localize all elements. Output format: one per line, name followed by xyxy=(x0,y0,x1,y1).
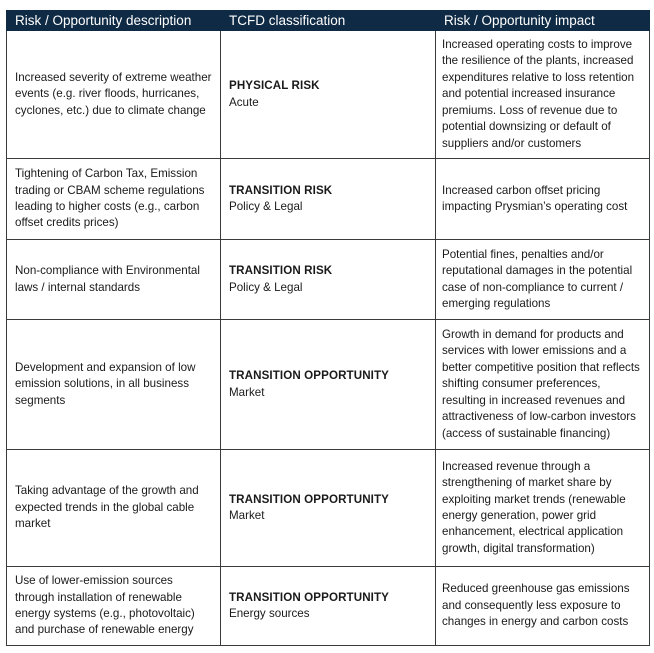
header-description: Risk / Opportunity description xyxy=(7,11,221,31)
description-cell: Use of lower-emission sources through installation of renewable energy systems (e.g., photovoltaic) and purchase of renewable energy xyxy=(7,567,221,646)
table-row xyxy=(7,240,650,320)
header-classification: TCFD classification xyxy=(221,11,436,31)
classification-subtype: Policy & Legal xyxy=(229,280,303,294)
impact-cell: Increased revenue through a strengthening of market share by exploiting market trends (renewable energy generation, power grid enhancement, electrical application growth, digital transformation) xyxy=(436,450,650,567)
classification-subtype: Market xyxy=(229,509,265,522)
classification-type: TRANSITION OPPORTUNITY xyxy=(229,590,390,604)
description-cell: Tightening of Carbon Tax, Emission trading or CBAM scheme regulations leading to higher costs (e.g., carbon offset credits prices) xyxy=(7,159,221,240)
classification-cell xyxy=(221,31,436,159)
classification-subtype: Energy sources xyxy=(229,607,310,620)
impact-cell: Increased operating costs to improve the resilience of the plants, increased expenditures relative to loss retention and potential increased insurance premiums. Loss of revenue due to potential downsizing or default of suppliers and/or customers xyxy=(436,31,650,159)
table-row xyxy=(7,567,650,646)
table-row xyxy=(7,320,650,450)
impact-cell: Growth in demand for products and services with lower emissions and a better competitive position that reflects shifting consumer preferences, resulting in increased revenues and attractiveness of low-carbon investors (access of sustainable financing) xyxy=(436,320,650,450)
impact-cell: Increased carbon offset pricing impacting Prysmian’s operating cost xyxy=(436,159,650,240)
classification-type: TRANSITION RISK xyxy=(229,183,333,197)
table-row xyxy=(7,159,650,240)
header-impact: Risk / Opportunity impact xyxy=(436,11,650,31)
description-cell: Development and expansion of low emission solutions, in all business segments xyxy=(7,320,221,450)
classification-cell xyxy=(221,320,436,450)
classification-cell xyxy=(221,450,436,567)
classification-cell xyxy=(221,240,436,320)
classification-subtype: Policy & Legal xyxy=(229,200,303,213)
tcfd-table-container xyxy=(6,10,650,646)
classification-type: TRANSITION RISK xyxy=(229,264,333,278)
impact-cell: Reduced greenhouse gas emissions and consequently less exposure to changes in energy and carbon costs xyxy=(436,567,650,646)
description-cell: Taking advantage of the growth and expected trends in the global cable market xyxy=(7,450,221,567)
description-cell: Increased severity of extreme weather events (e.g. river floods, hurricanes, cyclones, etc.) due to climate change xyxy=(7,31,221,159)
table-row xyxy=(7,31,650,159)
impact-cell: Potential fines, penalties and/or reputational damages in the potential case of non-compliance to current / emerging regulations xyxy=(436,240,650,320)
table-header-row xyxy=(7,11,650,31)
classification-subtype: Market xyxy=(229,385,265,399)
classification-subtype: Acute xyxy=(229,95,259,109)
table-row xyxy=(7,450,650,567)
classification-type: TRANSITION OPPORTUNITY xyxy=(229,492,390,506)
description-cell: Non-compliance with Environmental laws / internal standards xyxy=(7,240,221,320)
classification-type: PHYSICAL RISK xyxy=(229,79,320,93)
classification-cell xyxy=(221,567,436,646)
classification-type: TRANSITION OPPORTUNITY xyxy=(229,369,390,383)
tcfd-risk-opportunity-table xyxy=(6,10,650,646)
classification-cell xyxy=(221,159,436,240)
